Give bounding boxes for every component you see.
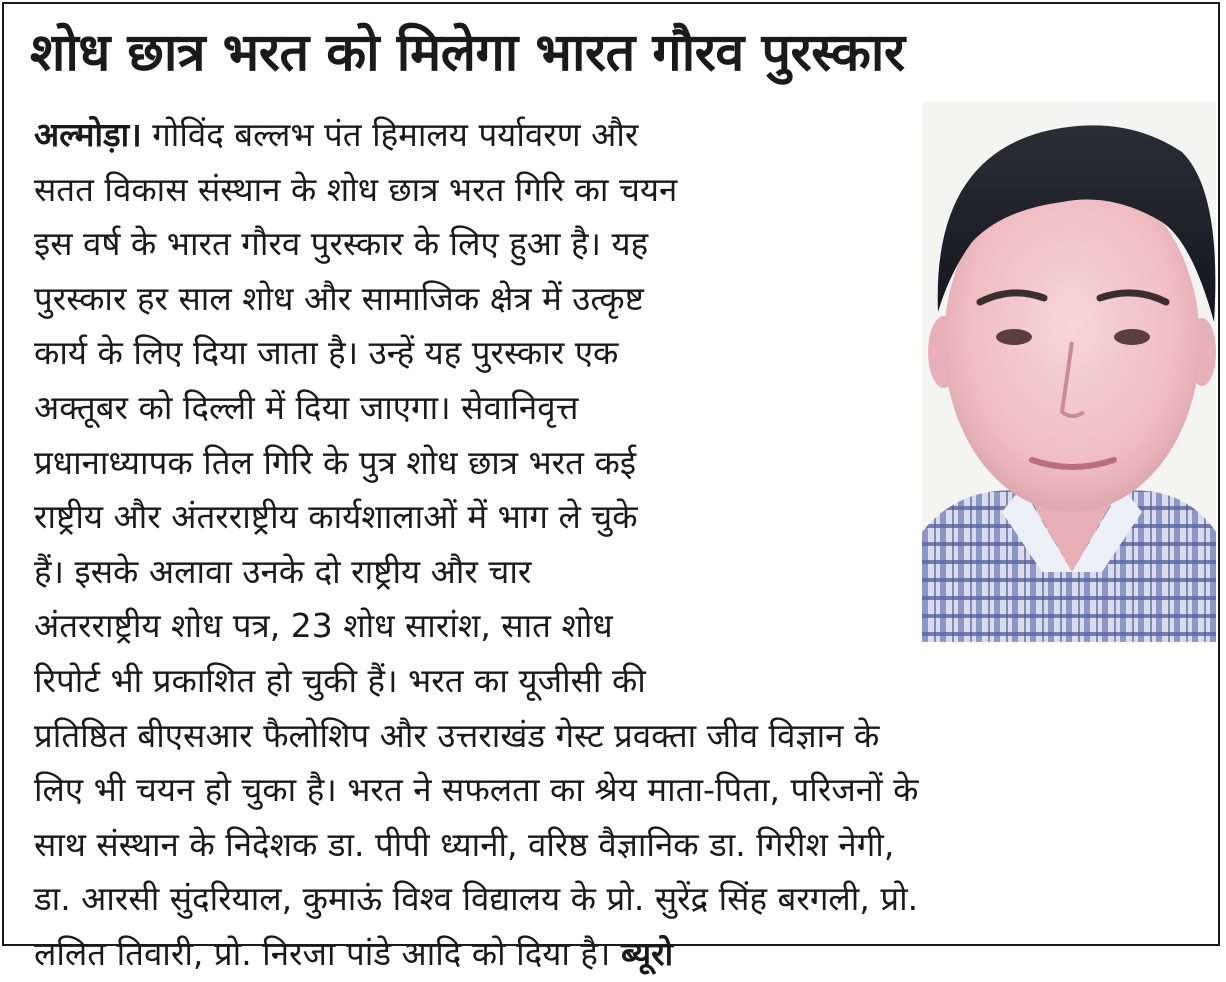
body-line: [34, 927, 1194, 982]
body-line: राष्ट्रीय और अंतरराष्ट्रीय कार्यशालाओं में भाग ले चुके: [34, 497, 638, 537]
body-line: इस वर्ष के भारत गौरव पुरस्कार के लिए हुआ है। यह: [34, 224, 649, 264]
body-line: पुरस्कार हर साल शोध और सामाजिक क्षेत्र में उत्कृष्ट: [34, 278, 644, 318]
body-line: अंतरराष्ट्रीय शोध पत्र, 23 शोध सारांश, सात शोध: [34, 606, 613, 646]
article-body: [34, 108, 1194, 982]
body-line-text: गोविंद बल्लभ पंत हिमालय पर्यावरण और: [152, 115, 639, 154]
body-line: लिए भी चयन हो चुका है। भरत ने सफलता का श्रेय माता-पिता, परिजनों के: [34, 770, 919, 810]
body-line: कार्य के लिए दिया जाता है। उन्हें यह पुरस्कार एक: [34, 333, 619, 373]
article-frame: [2, 2, 1220, 973]
body-line: रिपोर्ट भी प्रकाशित हो चुकी हैं। भरत का यूजीसी की: [34, 660, 646, 700]
byline: ब्यूरो: [620, 933, 674, 973]
body-line-text: ललित तिवारी, प्रो. निरजा पांडे आदि को दिया है।: [34, 933, 611, 973]
body-line: हैं। इसके अलावा उनके दो राष्ट्रीय और चार: [34, 551, 532, 591]
body-line: डा. आरसी सुंदरियाल, कुमाऊं विश्व विद्यालय के प्रो. सुरेंद्र सिंह बरगली, प्रो.: [34, 879, 919, 919]
body-line: सतत विकास संस्थान के शोध छात्र भरत गिरि का चयन: [34, 169, 678, 209]
body-line: [34, 108, 914, 163]
body-line: प्रधानाध्यापक तिल गिरि के पुत्र शोध छात्र भरत कई: [34, 442, 637, 482]
body-line: प्रतिष्ठित बीएसआर फैलोशिप और उत्तराखंड गेस्ट प्रवक्ता जीव विज्ञान के: [34, 715, 880, 755]
body-line: साथ संस्थान के निदेशक डा. पीपी ध्यानी, वरिष्ठ वैज्ञानिक डा. गिरीश नेगी,: [34, 824, 895, 864]
dateline: अल्मोड़ा।: [34, 115, 142, 154]
body-line: अक्तूबर को दिल्ली में दिया जाएगा। सेवानिवृत्त: [34, 387, 579, 427]
headline: शोध छात्र भरत को मिलेगा भारत गौरव पुरस्कार: [30, 23, 905, 83]
